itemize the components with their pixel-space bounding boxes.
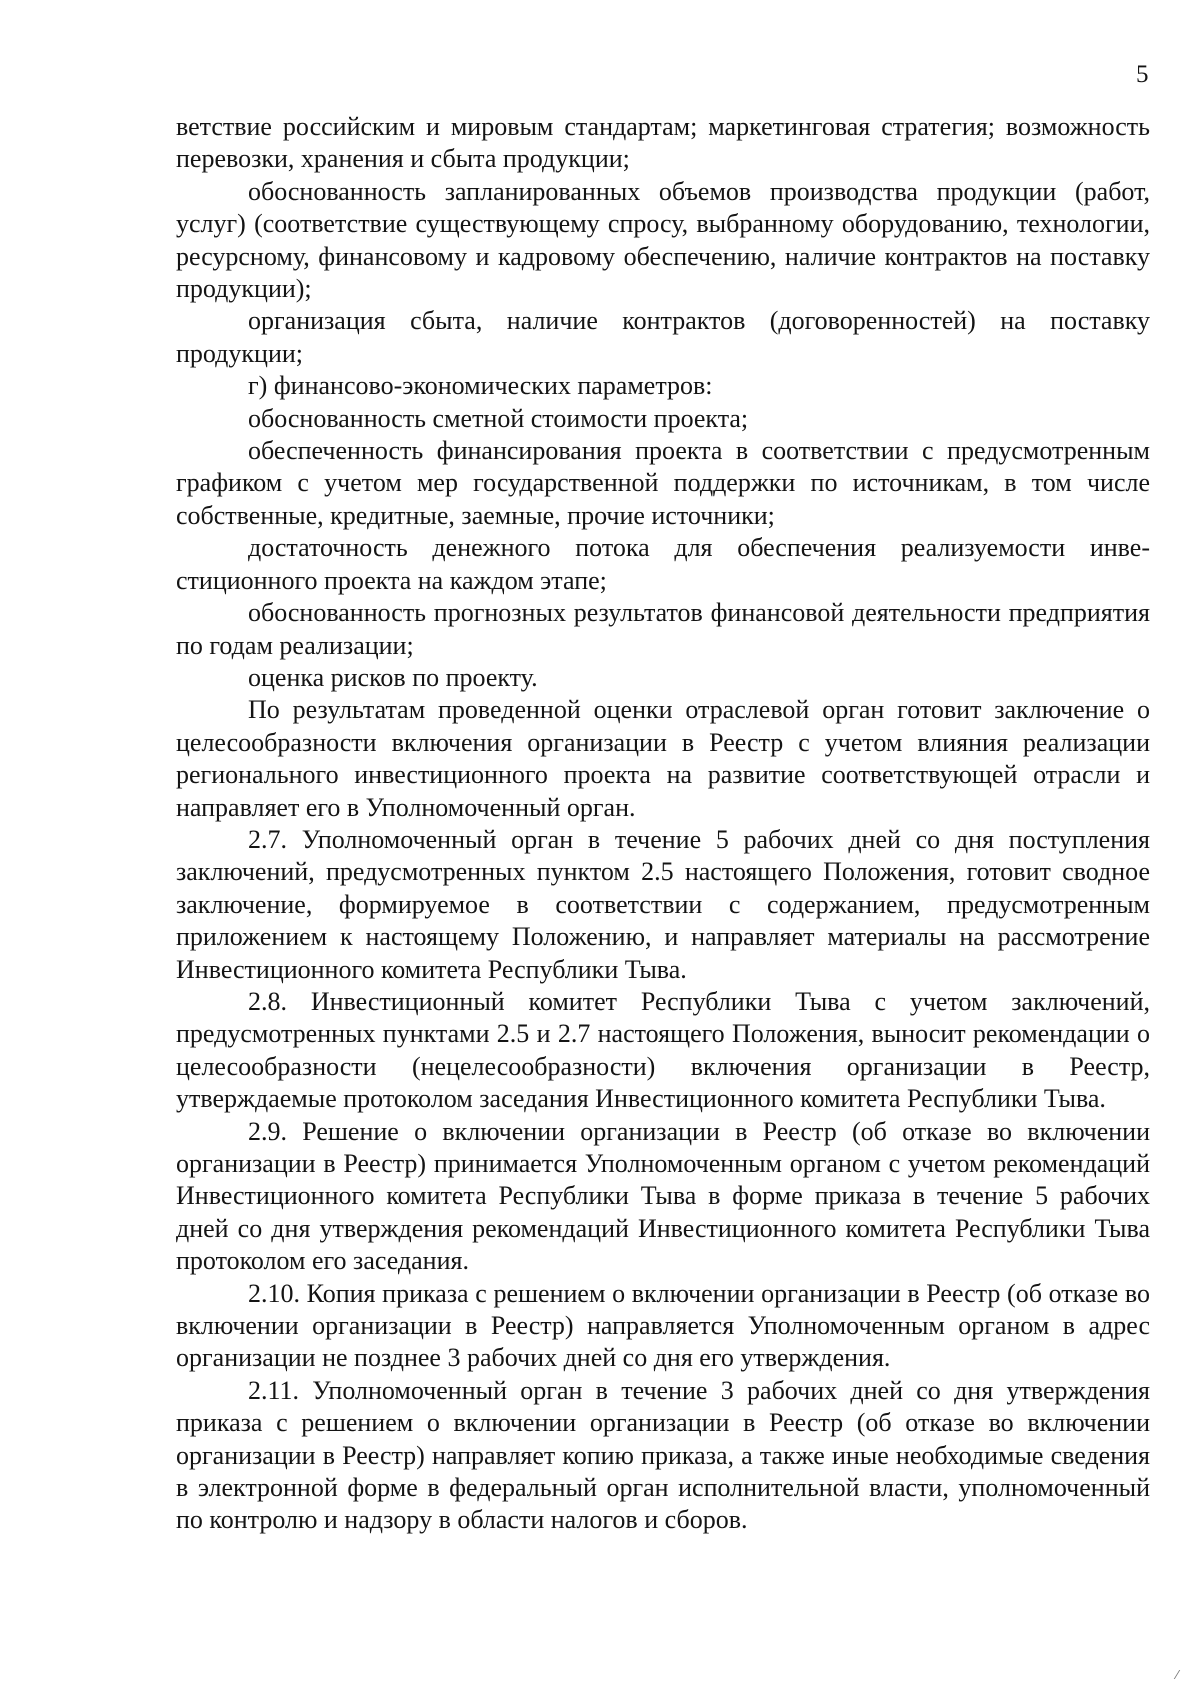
- document-body: [176, 111, 1150, 1537]
- page-number: 5: [1136, 61, 1149, 88]
- body-paragraph: 2.8. Инвестиционный комитет Республики Тыва с учетом заключений, предусмотренных пунктами 2.5 и 2.7 настоящего Положения, выносит рекомендации о целесообразности (нецелесообразности) включения организации в Реестр, утверждаемые протоколом заседания Инвестиционного комитета Республики Тыва.: [176, 986, 1150, 1114]
- body-paragraph: обоснованность запланированных объемов производства продукции (работ, услуг) (соответствие существующему спросу, выбранному оборудованию, технологии, ресурсному, финансовому и кадровому обеспечению, наличие контрактов на поставку продукции);: [176, 176, 1150, 304]
- body-paragraph: обоснованность сметной стоимости проекта;: [248, 403, 749, 433]
- body-paragraph: 2.11. Уполномоченный орган в течение 3 рабочих дней со дня утверждения приказа с решением о включении организации в Реестр (об отказе во включении организации в Реестр) направляет копию приказа, а также иные необходимые сведения в электронной форме в федеральный орган исполнительной власти, уполномоченный по контролю и надзору в области налогов и сборов.: [176, 1375, 1150, 1535]
- body-paragraph: достаточность денежного потока для обеспечения реализуемости инвестиционного проекта на каждом этапе;: [176, 533, 1150, 595]
- body-paragraph: По результатам проведенной оценки отраслевой орган готовит заключение о целесообразности включения организации в Реестр с учетом влияния реализации регионального инвестиционного проекта на развитие соответствующей отрасли и направляет его в Уполномоченный орган.: [176, 695, 1150, 822]
- body-paragraph: ветствие российским и мировым стандартам; маркетинговая стратегия; возможность перевозки, хранения и сбыта продукции;: [176, 112, 1150, 174]
- body-paragraph: г) финансово-экономических параметров:: [248, 371, 713, 401]
- body-paragraph: 2.9. Решение о включении организации в Реестр (об отказе во включении организации в Реестр) принимается Уполномоченным органом с учетом рекомендаций Инвестиционного комитета Республики Тыва в форме приказа в течение 5 рабочих дней со дня утверждения рекомендаций Инвестиционного комитета Республики Тыва протоколом его заседания.: [176, 1116, 1150, 1276]
- scan-artifact: ⁄: [1176, 1668, 1179, 1682]
- body-paragraph: оценка рисков по проекту.: [248, 662, 538, 692]
- body-paragraph: обоснованность прогнозных результатов финансовой деятельности предприятия по годам реализации;: [176, 598, 1150, 660]
- body-paragraph: 2.7. Уполномоченный орган в течение 5 рабочих дней со дня поступления заключений, предусмотренных пунктом 2.5 настоящего Положения, готовит сводное заключение, формируемое в соответствии с содержанием, предусмотренным приложением к настоящему Положению, и направляет материалы на рассмотрение Инвестиционного комитета Республики Тыва.: [176, 824, 1150, 984]
- body-paragraph: организация сбыта, наличие контрактов (договоренностей) на поставку продукции;: [176, 306, 1150, 368]
- body-paragraph: обеспеченность финансирования проекта в соответствии с предусмотренным графиком с учетом мер государственной поддержки по источникам, в том числе собственные, кредитные, заемные, прочие источники;: [176, 436, 1150, 530]
- body-paragraph: 2.10. Копия приказа с решением о включении организации в Реестр (об отказе во включении организации в Реестр) направляется Уполномоченным органом в адрес организации не позднее 3 рабочих дней со дня его утверждения.: [176, 1278, 1150, 1373]
